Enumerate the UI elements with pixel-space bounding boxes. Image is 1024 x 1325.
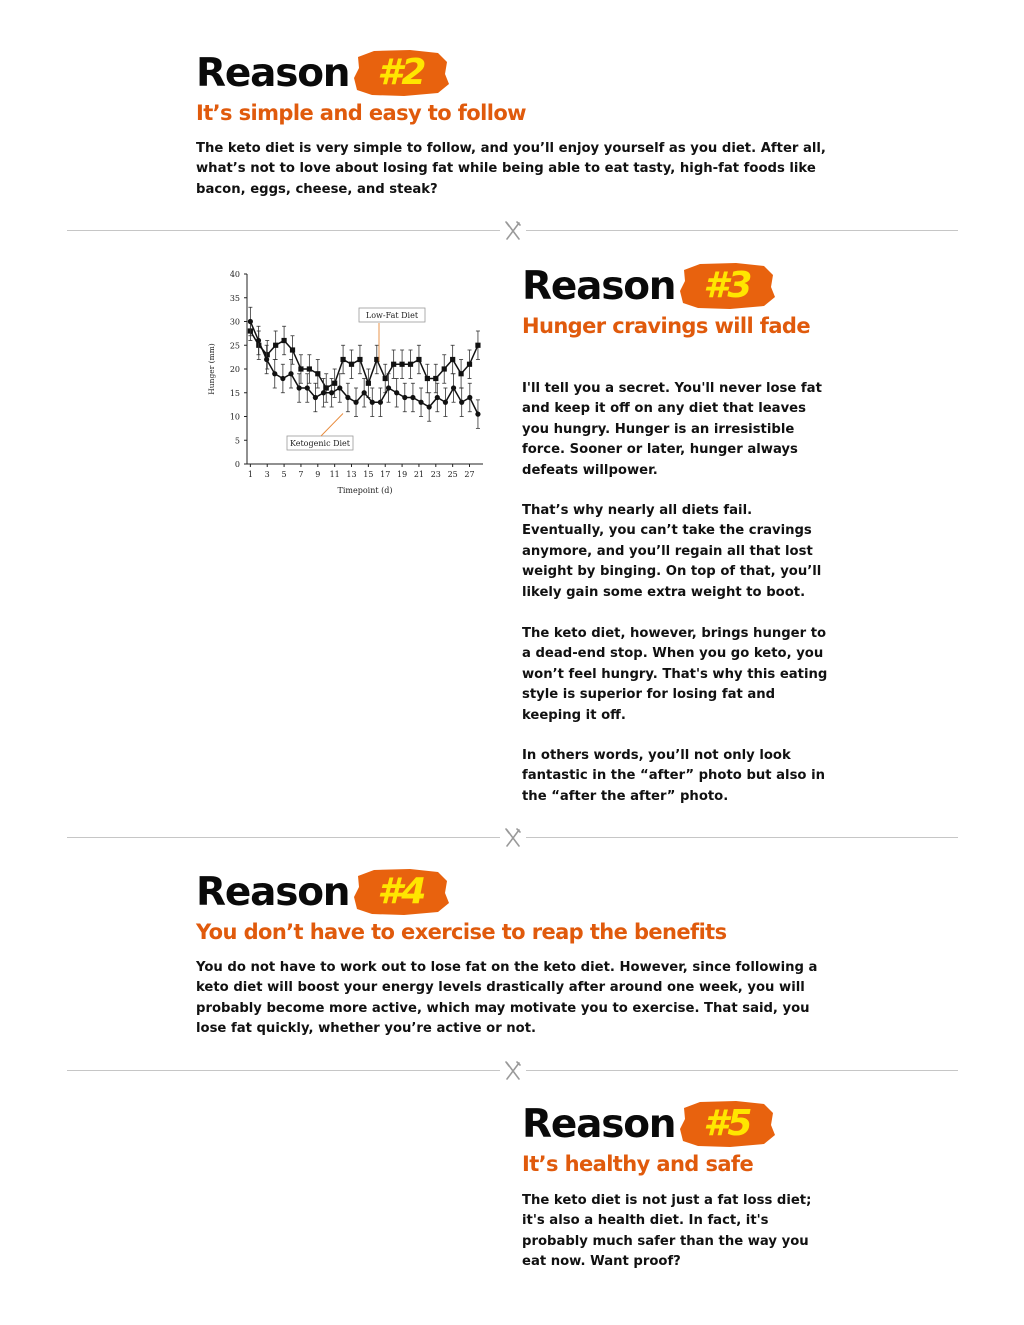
x-axis-label: Timepoint (d) [337,486,393,495]
y-tick-label: 5 [234,436,240,446]
ketogenic-annotation-label: Ketogenic Diet [289,439,351,448]
data-point-square [324,385,329,390]
reason-3-paragraph-4: In others words, you’ll not only look fantastic in the “after” photo but also in the “after the after” photo. [522,748,825,804]
reason-number: #3 [703,265,752,306]
data-point-circle [272,371,277,376]
x-tick-label: 17 [380,470,391,479]
data-point-circle [362,390,367,395]
reason-5-heading [522,1099,776,1149]
low-fat-annotation-label: Low-Fat Diet [365,311,419,320]
x-tick-label: 21 [413,470,425,479]
data-point-circle [459,400,464,405]
data-point-square [450,357,455,362]
reason-5-paragraph: The keto diet is not just a fat loss diet; it's also a health diet. In fact, it's probably much safer than the way you eat now. Want proof? [522,1193,812,1270]
number-badge [352,867,450,917]
data-point-circle [313,395,318,400]
y-axis-label: Hunger (mm) [207,343,216,395]
data-point-circle [329,390,334,395]
data-point-square [366,381,371,386]
data-point-circle [386,385,391,390]
data-point-square [467,362,472,367]
number-badge [352,48,450,98]
data-point-square [442,366,447,371]
x-tick-label: 7 [298,470,304,479]
data-point-circle [305,385,310,390]
number-badge [678,261,776,311]
data-point-square [315,371,320,376]
data-point-square [408,362,413,367]
data-point-circle [256,338,261,343]
reason-3-paragraph-1: I'll tell you a secret. You'll never lose fat and keep it off on any diet that leaves you hungry. Hunger is an irresistible force. Sooner or later, hunger always defeats willpower. [522,381,822,478]
reason-3-paragraph-3: The keto diet, however, brings hunger to a dead-end stop. When you go keto, you won’t feel hungry. That's why this eating style is superior for losing fat and keeping it off. [522,626,828,723]
reason-number: #4 [377,871,426,912]
reason-4-paragraph: You do not have to work out to lose fat on the keto diet. However, since following a keto diet will boost your energy levels drastically after around one week, you will probably become more active, which may motivate you to exercise. That said, you lose fat quickly, whether you’re active or not. [196,960,818,1037]
number-badge [678,1099,776,1149]
data-point-circle [297,385,302,390]
x-tick-label: 5 [281,470,287,479]
data-point-square [458,371,463,376]
data-point-circle [370,400,375,405]
y-tick-label: 20 [229,365,240,374]
data-point-circle [427,404,432,409]
reason-5-subtitle: It’s healthy and safe [522,1152,754,1176]
data-point-square [349,362,354,367]
y-tick-label: 10 [229,412,240,422]
data-point-square [307,366,312,371]
data-point-square [332,381,337,386]
reason-4-heading [196,867,450,917]
x-tick-label: 27 [464,470,475,479]
data-point-circle [345,395,350,400]
reason-2-heading [196,48,450,98]
x-tick-label: 23 [430,470,441,479]
crossed-utensils-icon [503,827,523,849]
y-tick-label: 40 [229,270,240,279]
data-point-circle [435,395,440,400]
data-point-circle [394,390,399,395]
x-tick-label: 9 [315,470,321,479]
crossed-utensils-icon [503,1060,523,1082]
reason-2-subtitle: It’s simple and easy to follow [196,101,526,125]
data-point-square [391,362,396,367]
hunger-chart [203,268,488,500]
data-point-square [399,362,404,367]
data-point-square [383,376,388,381]
reason-number: #2 [377,52,426,93]
reason-number: #5 [703,1103,752,1144]
reason-word: Reason [522,1101,676,1147]
data-point-circle [353,400,358,405]
data-point-circle [451,385,456,390]
y-tick-label: 35 [229,293,240,303]
reason-4-subtitle: You don’t have to exercise to reap the benefits [196,920,727,944]
data-point-circle [288,371,293,376]
data-point-square [273,343,278,348]
data-point-circle [337,385,342,390]
data-point-circle [402,395,407,400]
y-tick-label: 25 [229,341,240,351]
section-divider [67,827,958,849]
reason-word: Reason [196,50,350,96]
y-tick-label: 0 [234,460,240,469]
ketogenic-annotation-arrow [321,414,343,437]
data-point-circle [410,395,415,400]
x-tick-label: 11 [329,470,340,479]
x-tick-label: 1 [247,470,253,479]
data-point-square [290,347,295,352]
reason-3-heading [522,261,776,311]
data-point-square [475,343,480,348]
data-point-square [425,376,430,381]
y-tick-label: 30 [229,317,240,327]
data-point-circle [248,319,253,324]
data-point-circle [443,400,448,405]
reason-word: Reason [522,263,676,309]
reason-2-paragraph: The keto diet is very simple to follow, and you’ll enjoy yourself as you diet. After all, what’s not to love about losing fat while being able to eat tasty, high-fat foods like bacon, eggs, cheese, and steak? [196,141,826,197]
x-tick-label: 25 [447,470,458,479]
section-divider [67,220,958,242]
y-tick-label: 15 [229,388,240,398]
x-tick-label: 3 [264,470,270,479]
data-point-square [416,357,421,362]
data-point-circle [321,390,326,395]
reason-3-subtitle: Hunger cravings will fade [522,314,810,338]
crossed-utensils-icon [503,220,523,242]
data-point-square [298,366,303,371]
data-point-circle [378,400,383,405]
data-point-circle [475,412,480,417]
reason-word: Reason [196,869,350,915]
data-point-circle [467,395,472,400]
data-point-square [357,357,362,362]
x-tick-label: 19 [396,470,408,479]
data-point-circle [280,376,285,381]
reason-3-paragraph-2: That’s why nearly all diets fail. Eventually, you can’t take the cravings anymore, and you’ll regain all that lost weight by binging. On top of that, you’ll likely gain some extra weight to boot. [522,503,822,600]
x-tick-label: 13 [346,470,357,479]
data-point-square [340,357,345,362]
x-tick-label: 15 [363,470,374,479]
section-divider [67,1060,958,1082]
data-point-square [433,376,438,381]
data-point-circle [418,400,423,405]
data-point-square [281,338,286,343]
data-point-circle [264,357,269,362]
